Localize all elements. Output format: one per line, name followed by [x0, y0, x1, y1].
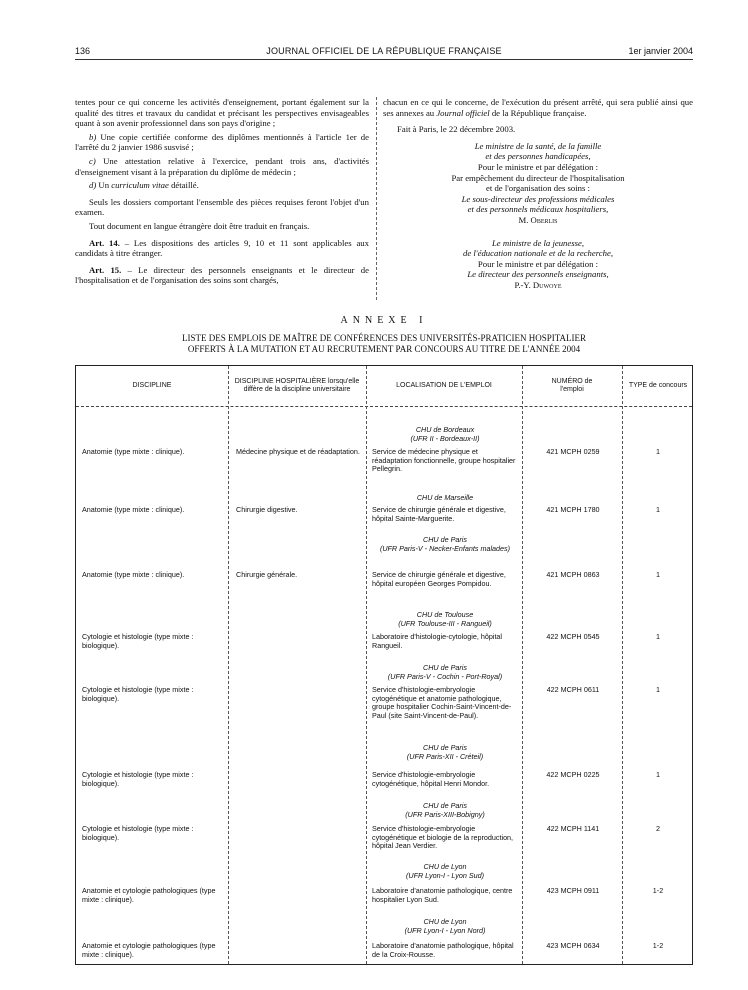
hospital-discipline-cell: Chirurgie générale.	[236, 570, 298, 579]
service-cell: Service de chirurgie générale et digestive, hôpital européen Georges Pompidou.	[372, 570, 506, 588]
discipline-cell: Anatomie (type mixte : clinique).	[82, 570, 185, 579]
discipline-cell: Anatomie (type mixte : clinique).	[82, 447, 185, 456]
col-header-location: LOCALISATION DE L'EMPLOI	[396, 382, 492, 389]
position-number-cell: 422 MCPH 0611	[546, 685, 600, 694]
discipline-cell: Cytologie et histologie (type mixte : biologique).	[82, 824, 194, 842]
discipline-cell: Anatomie et cytologie pathologiques (type mixte : clinique).	[82, 941, 216, 959]
position-number-cell: 423 MCPH 0634	[546, 941, 600, 950]
paragraph: d) Un curriculum vitae détaillé.	[89, 180, 199, 191]
positions-table	[75, 365, 693, 965]
location-header	[372, 536, 518, 557]
col-header-hospital-discipline: DISCIPLINE HOSPITALIÈRE lorsqu'elle diffère de la discipline universitaire	[234, 378, 360, 393]
chu-name: CHU de Lyon	[423, 862, 467, 871]
annex-heading: ANNEXE I	[340, 315, 428, 326]
service-cell: Service de médecine physique et réadaptation fonctionnelle, groupe hospitalier Pellegrin.	[372, 447, 516, 474]
chu-name: CHU de Bordeaux	[415, 425, 475, 434]
location-header	[372, 918, 518, 939]
discipline-cell: Cytologie et histologie (type mixte : biologique).	[82, 632, 194, 650]
ufr-name: (UFR Lyon-I - Lyon Sud)	[405, 870, 485, 880]
paragraph: Tout document en langue étrangère doit être traduit en français.	[89, 220, 310, 231]
hospital-discipline-cell: Chirurgie digestive.	[236, 505, 298, 514]
chu-name: CHU de Paris	[423, 663, 467, 672]
position-number-cell: 423 MCPH 0911	[546, 886, 600, 895]
competition-type-cell: 1	[656, 447, 660, 456]
service-cell: Service d'histologie-embryologie cytogénétique, hôpital Henri Mondor.	[372, 770, 490, 788]
ufr-name: (UFR Toulouse-III - Rangueil)	[398, 618, 492, 628]
signatory-name: M. Oberlis	[518, 214, 558, 225]
paragraph: chacun en ce qui le concerne, de l'exécution du présent arrêté, qui sera publié ainsi que ses annexes au Journal officiel de la République française.	[383, 97, 693, 118]
competition-type-cell: 2	[656, 824, 660, 833]
position-number-cell: 422 MCPH 0545	[546, 632, 600, 641]
ufr-name: (UFR II - Bordeaux-II)	[410, 433, 480, 443]
service-cell: Service d'histologie-embryologie cytogénétique et biologie de la reproduction, hôpital Jean Verdier.	[372, 824, 514, 851]
chu-name: CHU de Paris	[423, 801, 467, 810]
service-cell: Laboratoire d'anatomie pathologique, hôpital de la Croix-Rousse.	[372, 941, 514, 959]
page-number: 136	[75, 46, 91, 56]
paragraph: Seuls les dossiers comportant l'ensemble des pièces requises feront l'objet d'un examen.	[75, 196, 369, 218]
location-header	[372, 744, 518, 765]
col-header-number: NUMÉRO de l'emploi	[551, 378, 593, 393]
ufr-name: (UFR Paris-XII - Créteil)	[406, 751, 484, 761]
paragraph: c) Une attestation relative à l'exercice, pendant trois ans, d'activités d'enseignement visant à la préparation du diplôme de médecin ;	[75, 155, 369, 177]
left-column	[75, 97, 369, 289]
right-column	[383, 97, 693, 291]
column-separator	[376, 97, 377, 300]
service-cell: Laboratoire d'histologie-cytologie, hôpital Rangueil.	[372, 632, 503, 650]
signature-block-education: Le ministre de la jeunesse, de l'éducation nationale et de la recherche, Pour le ministre et par délégation : Le directeur des personnels enseignants, P.-Y. Duwoye	[383, 238, 693, 291]
col-header-discipline: DISCIPLINE	[132, 382, 172, 389]
done-at: Fait à Paris, le 22 décembre 2003.	[397, 124, 516, 135]
competition-type-cell: 1	[656, 570, 660, 579]
journal-title: JOURNAL OFFICIEL DE LA RÉPUBLIQUE FRANÇAISE	[266, 46, 502, 56]
column-divider	[228, 366, 229, 964]
article-15: Art. 15. – Le directeur des personnels enseignants et le directeur de l'hospitalisation et de l'organisation des soins sont chargés,	[75, 264, 370, 286]
competition-type-cell: 1-2	[652, 941, 664, 950]
competition-type-cell: 1	[656, 505, 660, 514]
paragraph: b) Une copie certifiée conforme des diplômes mentionnés à l'article 1er de l'arrêté du 2 janvier 1986 susvisé ;	[75, 131, 369, 153]
ufr-name: (UFR Paris-XIII-Bobigny)	[405, 809, 485, 819]
competition-type-cell: 1	[656, 632, 660, 641]
discipline-cell: Cytologie et histologie (type mixte : biologique).	[82, 685, 194, 703]
position-number-cell: 421 MCPH 1780	[546, 505, 600, 514]
header-rule	[75, 59, 693, 60]
article-14: Art. 14. – Les dispositions des articles 9, 10 et 11 sont applicables aux candidats à titre étranger.	[75, 237, 369, 259]
chu-name: CHU de Marseille	[416, 493, 474, 502]
competition-type-cell: 1	[656, 770, 660, 779]
discipline-cell: Anatomie et cytologie pathologiques (type mixte : clinique).	[82, 886, 216, 904]
column-divider	[522, 366, 523, 964]
ufr-name: (UFR Paris-V - Necker-Enfants malades)	[379, 543, 511, 553]
chu-name: CHU de Paris	[423, 743, 467, 752]
column-divider	[622, 366, 623, 964]
ufr-name: (UFR Lyon-I - Lyon Nord)	[404, 925, 486, 935]
discipline-cell: Cytologie et histologie (type mixte : biologique).	[82, 770, 194, 788]
position-number-cell: 421 MCPH 0863	[546, 570, 600, 579]
location-header	[372, 426, 518, 447]
competition-type-cell: 1	[656, 685, 660, 694]
position-number-cell: 421 MCPH 0259	[546, 447, 600, 456]
service-cell: Service d'histologie-embryologie cytogénétique et anatomie pathologique, groupe hospitalier Cochin-Saint-Vincent-de-Paul (site Saint-Vincent-de-Paul).	[372, 685, 512, 720]
location-header	[372, 863, 518, 884]
location-header	[372, 664, 518, 685]
competition-type-cell: 1-2	[652, 886, 664, 895]
chu-name: CHU de Lyon	[423, 917, 467, 926]
service-cell: Laboratoire d'anatomie pathologique, centre hospitalier Lyon Sud.	[372, 886, 513, 904]
location-header	[372, 611, 518, 632]
issue-date: 1er janvier 2004	[628, 46, 693, 56]
discipline-cell: Anatomie (type mixte : clinique).	[82, 505, 185, 514]
chu-name: CHU de Paris	[423, 535, 467, 544]
service-cell: Service de chirurgie générale et digestive, hôpital Sainte-Marguerite.	[372, 505, 506, 523]
ufr-name: (UFR Paris-V - Cochin - Port-Royal)	[387, 671, 503, 681]
column-divider	[366, 366, 367, 964]
annex-title: LISTE DES EMPLOIS DE MAÎTRE DE CONFÉRENCES DES UNIVERSITÉS-PRATICIEN HOSPITALIER OFFERTS À LA MUTATION ET AU RECRUTEMENT PAR CONCOURS AU TITRE DE L'ANNÉE 2004	[181, 333, 587, 354]
paragraph: tentes pour ce qui concerne les activités d'enseignement, portant également sur la qualité des titres et travaux du candidat et précisant les perspectives envisageables quant à son avenir professionnel dans son pays d'origine ;	[75, 97, 369, 129]
col-header-type: TYPE de concours	[628, 382, 688, 389]
position-number-cell: 422 MCPH 1141	[546, 824, 600, 833]
header-divider	[76, 406, 692, 407]
position-number-cell: 422 MCPH 0225	[546, 770, 600, 779]
hospital-discipline-cell: Médecine physique et de réadaptation.	[236, 447, 360, 456]
signatory-name: P.-Y. Duwoye	[514, 279, 562, 290]
location-header	[372, 802, 518, 823]
chu-name: CHU de Toulouse	[416, 610, 474, 619]
signature-block-health: Le ministre de la santé, de la famille et des personnes handicapées, Pour le ministre et par délégation : Par empêchement du directeur de l'hospitalisation et de l'organisation des soins : Le sous-directeur des professions médicales et des personnels médicaux hospitaliers, M. Oberlis	[383, 141, 693, 226]
